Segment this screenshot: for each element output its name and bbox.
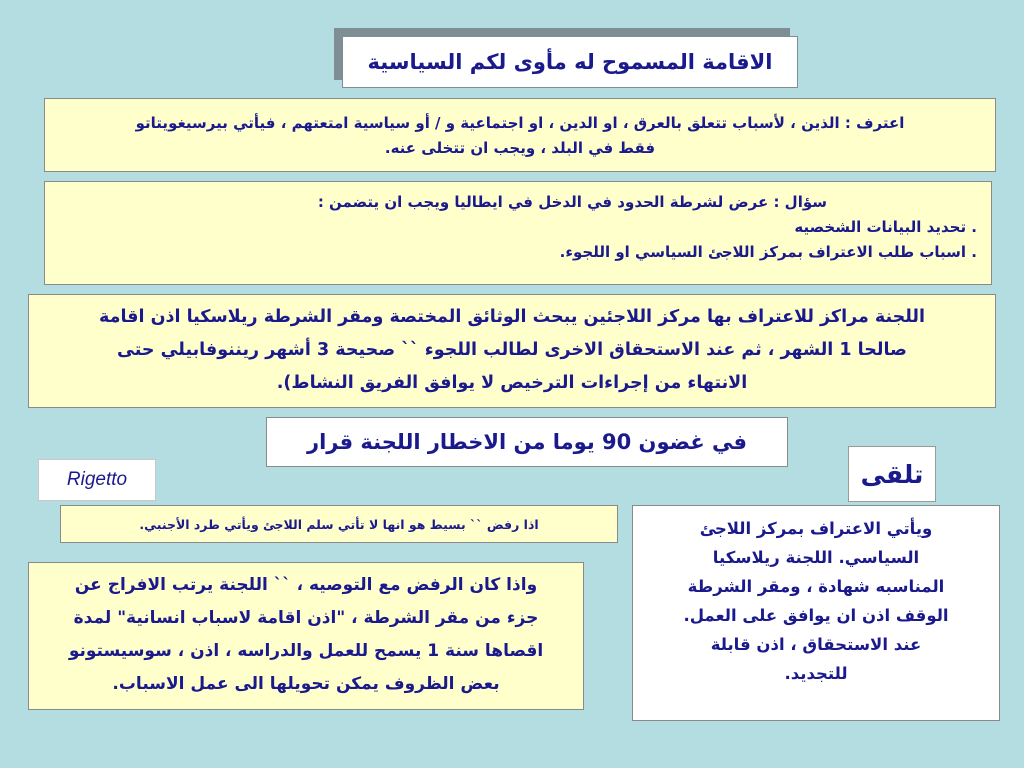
- decision-box: [266, 417, 788, 467]
- committee-line-2: صالحا 1 الشهر ، ثم عند الاستحقاق الاخرى لطالب اللجوء `` صحيحة 3 أشهر ريننوفابيلي حتى: [117, 340, 907, 360]
- rejection-recommendation-line-3: اقصاها سنة 1 يسمح للعمل والدراسه ، اذن ، سوسيستونو: [68, 641, 544, 661]
- committee-box: [28, 294, 996, 408]
- acceptance-box: [632, 505, 1000, 721]
- simple-rejection-text: اذا رفض `` بسيط هو انها لا تأتي سلم اللاجئ ويأتي طرد الأجنبي.: [139, 516, 539, 532]
- rigetto-box: [38, 459, 156, 501]
- acceptance-line-3: المناسبه شهادة ، ومقر الشرطة: [687, 577, 945, 596]
- rejection-recommendation-line-4: بعض الظروف يمكن تحويلها الى عمل الاسباب.: [112, 674, 500, 694]
- rejection-recommendation-line-2: جزء من مقر الشرطة ، "اذن اقامة لاسباب انسانية" لمدة: [73, 608, 539, 628]
- question-item-1: . تحديد البيانات الشخصيه: [794, 218, 977, 236]
- recognition-line-1: اعترف : الذين ، لأسباب تتعلق بالعرق ، او الدين ، او اجتماعية و / أو سياسية امتعتهم ، فيأتي بيرسيغويتاتو: [135, 114, 905, 132]
- receive-text: تلقى: [860, 459, 924, 489]
- recognition-line-2: فقط في البلد ، ويجب ان تتخلى عنه.: [384, 139, 656, 157]
- acceptance-line-6: للتجديد.: [784, 664, 848, 683]
- slide-title-text: الاقامة المسموح له مأوى لكم السياسية: [367, 50, 773, 74]
- acceptance-line-4: الوقف اذن ان يوافق على العمل.: [683, 606, 949, 625]
- rejection-recommendation-line-1: واذا كان الرفض مع التوصيه ، `` اللجنة يرتب الافراج عن: [74, 575, 538, 595]
- committee-line-3: الانتهاء من إجراءات الترخيص لا يوافق الفريق النشاط).: [276, 373, 748, 393]
- simple-rejection-box: [60, 505, 618, 543]
- slide-title: [342, 36, 798, 88]
- acceptance-line-1: ويأتي الاعتراف بمركز اللاجئ: [699, 519, 933, 538]
- receive-box: [848, 446, 936, 502]
- decision-text: في غضون 90 يوما من الاخطار اللجنة قرار: [307, 430, 747, 454]
- rejection-recommendation-box: [28, 562, 584, 710]
- rigetto-text: Rigetto: [66, 469, 128, 490]
- committee-line-1: اللجنة مراكز للاعتراف بها مركز اللاجئين يبحث الوثائق المختصة ومقر الشرطة ريلاسكيا اذن اقامة: [99, 307, 925, 327]
- recognition-box: [44, 98, 996, 172]
- question-box: [44, 181, 992, 285]
- acceptance-line-5: عند الاستحقاق ، اذن قابلة: [710, 635, 922, 654]
- acceptance-line-2: السياسي. اللجنة ريلاسكيا: [712, 548, 920, 567]
- question-heading: سؤال : عرض لشرطة الحدود في الدخل في ايطاليا ويجب ان يتضمن :: [317, 193, 827, 211]
- question-item-2: . اسباب طلب الاعتراف بمركز اللاجئ السياسي او اللجوء.: [559, 243, 977, 261]
